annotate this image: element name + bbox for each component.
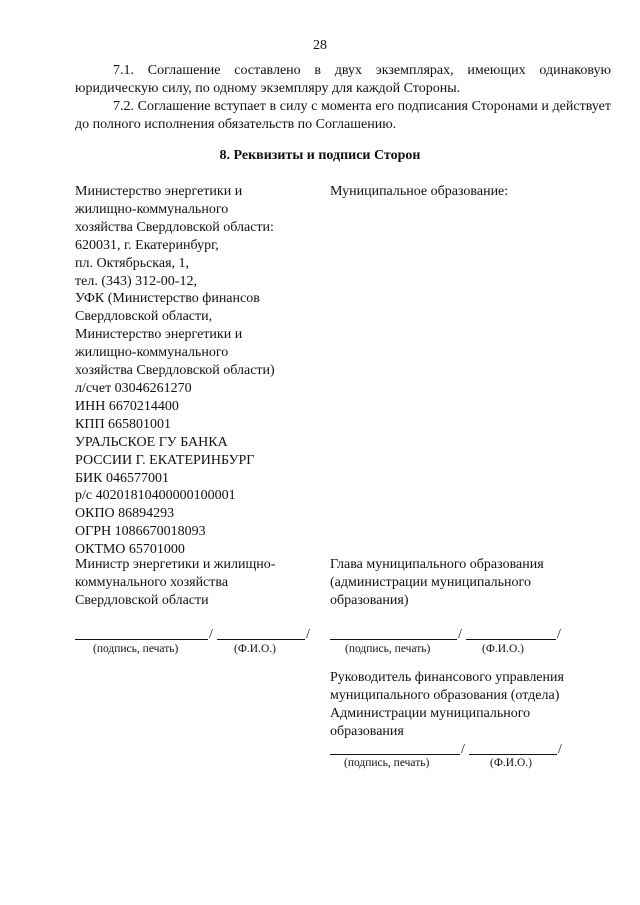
- requisite-line: ОКПО 86894293: [75, 506, 175, 522]
- name-caption: (Ф.И.О.): [234, 643, 276, 655]
- requisite-line: л/счет 03046261270: [75, 380, 192, 396]
- left-signature-line: [75, 626, 311, 640]
- requisite-line: хозяйства Свердловской области): [75, 363, 275, 379]
- page-number: 28: [313, 38, 327, 53]
- finance-head-title: [330, 669, 620, 741]
- left-signatory-title: [75, 556, 325, 610]
- signature-caption: (подпись, печать): [345, 643, 431, 655]
- requisite-line: РОССИИ Г. ЕКАТЕРИНБУРГ: [75, 452, 255, 468]
- signature-field: [330, 754, 460, 755]
- left-signature-captions: [93, 643, 313, 657]
- name-field: [217, 639, 305, 640]
- right-signature-line: [330, 626, 562, 640]
- signatory-line: Глава муниципального образования: [330, 557, 544, 572]
- right-signatory-title: [330, 556, 620, 610]
- name-field: [466, 639, 556, 640]
- signatory-line: (администрации муниципального: [330, 574, 531, 590]
- right-party-heading: Муниципальное образование:: [330, 184, 509, 199]
- signatory-line: Министр энергетики и жилищно-: [75, 557, 276, 572]
- requisite-line: Министерство энергетики и: [75, 327, 243, 343]
- finance-signature-line: [330, 741, 562, 755]
- requisite-line: пл. Октябрьская, 1,: [75, 255, 190, 271]
- requisite-line: ОКТМО 65701000: [75, 542, 185, 558]
- requisite-line: ОГРН 1086670018093: [75, 524, 206, 540]
- signatory-line: Свердловской области: [75, 592, 209, 608]
- name-caption: (Ф.И.О.): [482, 643, 524, 655]
- finance-line: образования: [330, 723, 404, 739]
- requisite-line: жилищно-коммунального: [75, 201, 229, 217]
- finance-line: Руководитель финансового управления: [330, 670, 564, 685]
- requisite-line: ИНН 6670214400: [75, 398, 179, 414]
- slash: /: [558, 742, 562, 757]
- requisite-line: 620031, г. Екатеринбург,: [75, 237, 219, 253]
- finance-line: Администрации муниципального: [330, 705, 531, 721]
- left-party-requisites: [75, 183, 315, 559]
- slash: /: [306, 627, 310, 642]
- requisite-line: БИК 046577001: [75, 470, 169, 486]
- signature-field: [75, 639, 208, 640]
- slash: /: [458, 627, 462, 642]
- signatory-line: образования): [330, 592, 409, 608]
- finance-signature-captions: [344, 757, 564, 771]
- requisite-line: р/с 40201810400000100001: [75, 488, 236, 504]
- paragraph-7-1: 7.1. Соглашение составлено в двух экземплярах, имеющих одинаковую юридическую силу, по одному экземпляру для каждой Стороны.: [75, 63, 611, 96]
- paragraph-7-2: 7.2. Соглашение вступает в силу с момента его подписания Сторонами и действует до полного исполнения обязательств по Соглашению.: [75, 99, 611, 132]
- requisite-line: Свердловской области,: [75, 309, 213, 325]
- requisite-line: тел. (343) 312-00-12,: [75, 273, 197, 289]
- requisite-line: УРАЛЬСКОЕ ГУ БАНКА: [75, 434, 228, 450]
- requisite-line: Министерство энергетики и: [75, 184, 243, 199]
- right-signature-captions: [345, 643, 565, 657]
- name-field: [469, 754, 557, 755]
- signature-caption: (подпись, печать): [93, 643, 179, 655]
- requisite-line: жилищно-коммунального: [75, 345, 229, 361]
- signature-caption: (подпись, печать): [344, 757, 430, 769]
- section-title: 8. Реквизиты и подписи Сторон: [219, 148, 421, 163]
- signatory-line: коммунального хозяйства: [75, 574, 229, 590]
- finance-line: муниципального образования (отдела): [330, 687, 560, 703]
- requisite-line: хозяйства Свердловской области:: [75, 219, 274, 235]
- requisite-line: КПП 665801001: [75, 416, 172, 432]
- name-caption: (Ф.И.О.): [490, 757, 532, 769]
- slash: /: [557, 627, 561, 642]
- slash: /: [209, 627, 213, 642]
- slash: /: [461, 742, 465, 757]
- signature-field: [330, 639, 457, 640]
- requisite-line: УФК (Министерство финансов: [75, 291, 260, 307]
